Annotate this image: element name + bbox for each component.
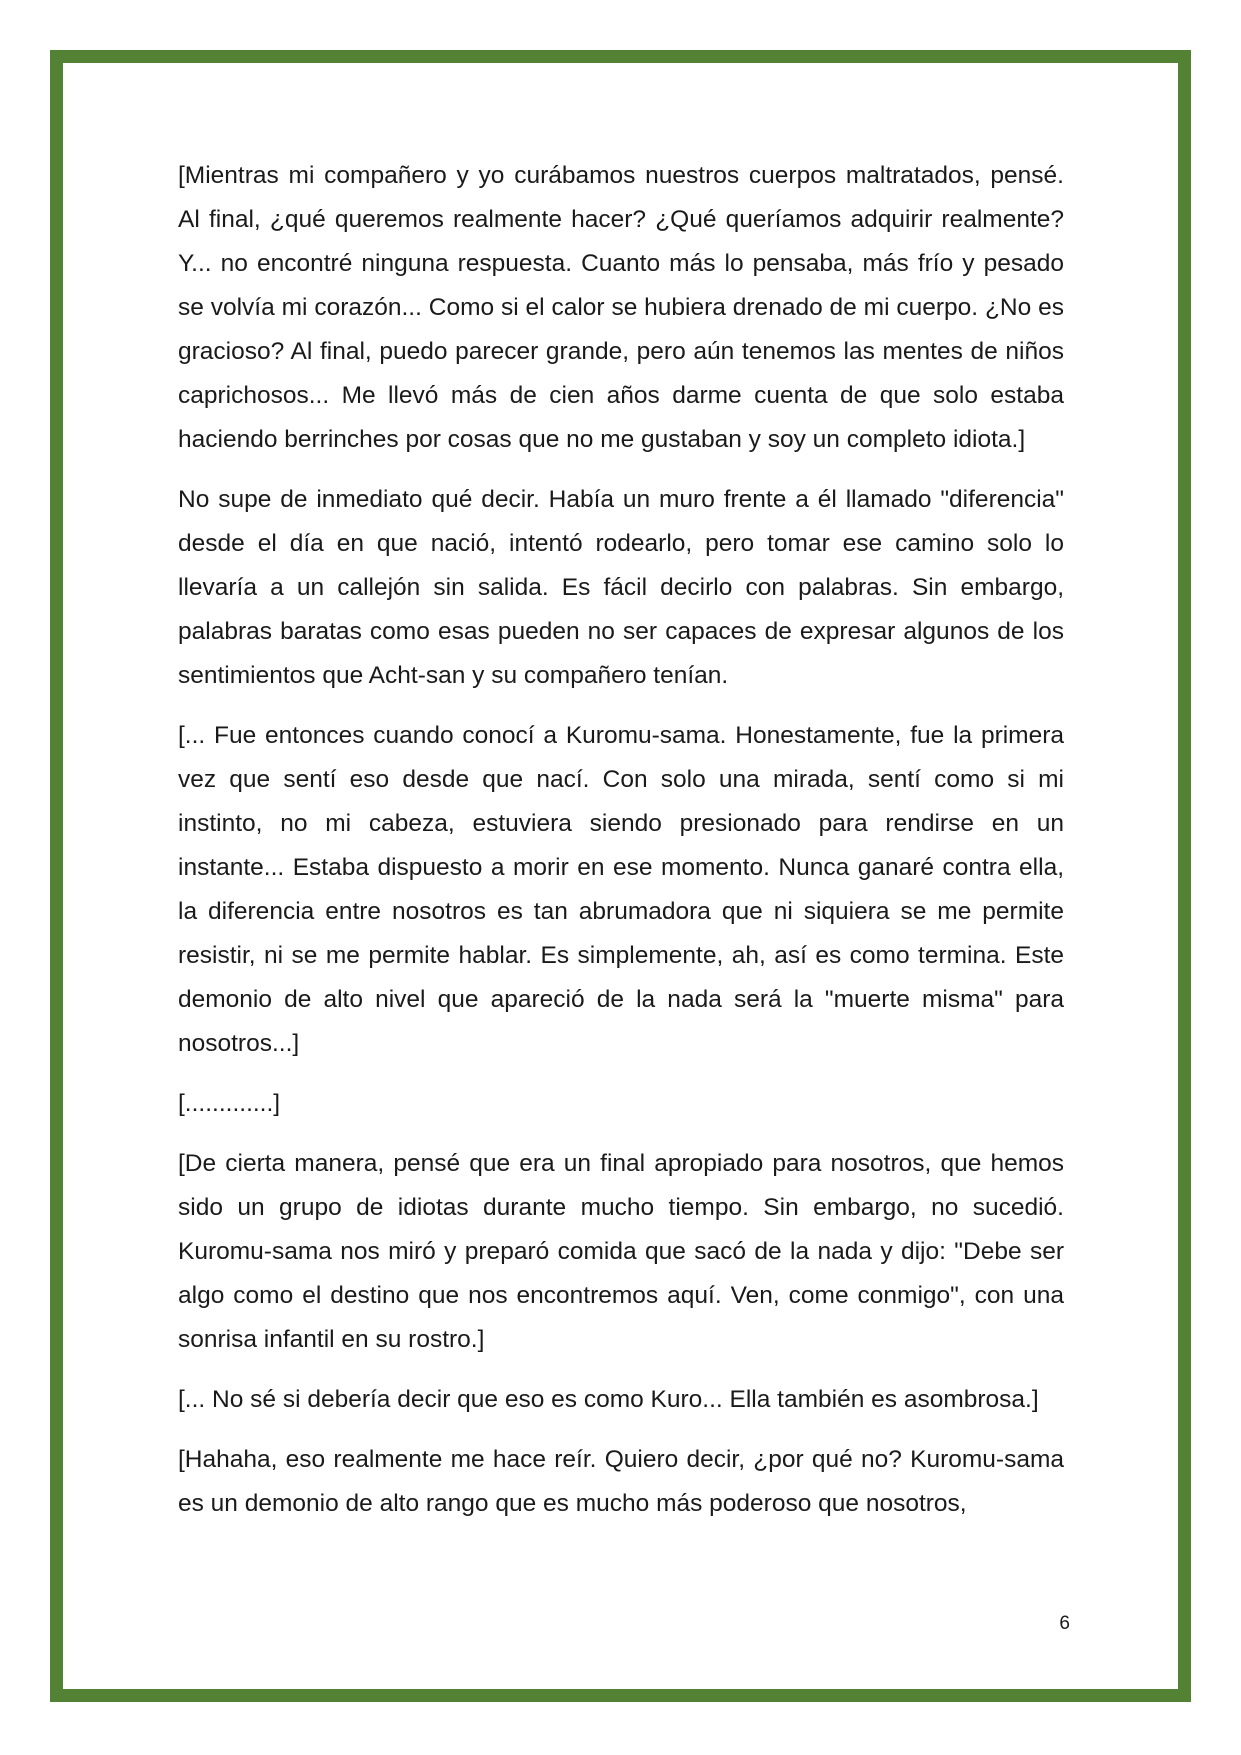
page-number: 6 [1059,1613,1070,1634]
paragraph-4: [.............] [178,1090,281,1117]
paragraph-2: No supe de inmediato qué decir. Había un muro frente a él llamado "diferencia" desde el día en que nació, intentó rodearlo, pero tomar ese camino solo lo llevaría a un callejón sin salida. Es fácil decirlo con palabras. Sin embargo, palabras baratas como esas pueden no ser capaces de expresar algunos de los sentimientos que Acht-san y su compañero tenían. [178,486,1064,689]
paragraph-5: [De cierta manera, pensé que era un final apropiado para nosotros, que hemos sido un grupo de idiotas durante mucho tiempo. Sin embargo, no sucedió. Kuromu-sama nos miró y preparó comida que sacó de la nada y dijo: "Debe ser algo como el destino que nos encontremos aquí. Ven, come conmigo", con una sonrisa infantil en su rostro.] [178,1150,1064,1353]
document-body [178,154,1064,1542]
paragraph-3: [... Fue entonces cuando conocí a Kuromu-sama. Honestamente, fue la primera vez que sentí eso desde que nací. Con solo una mirada, sentí como si mi instinto, no mi cabeza, estuviera siendo presionado para rendirse en un instante... Estaba dispuesto a morir en ese momento. Nunca ganaré contra ella, la diferencia entre nosotros es tan abrumadora que ni siquiera se me permite resistir, ni se me permite hablar. Es simplemente, ah, así es como termina. Este demonio de alto nivel que apareció de la nada será la "muerte misma" para nosotros...] [178,722,1064,1057]
paragraph-1: [Mientras mi compañero y yo curábamos nuestros cuerpos maltratados, pensé. Al final, ¿qué queremos realmente hacer? ¿Qué queríamos adquirir realmente? Y... no encontré ninguna respuesta. Cuanto más lo pensaba, más frío y pesado se volvía mi corazón... Como si el calor se hubiera drenado de mi cuerpo. ¿No es gracioso? Al final, puedo parecer grande, pero aún tenemos las mentes de niños caprichosos... Me llevó más de cien años darme cuenta de que solo estaba haciendo berrinches por cosas que no me gustaban y soy un completo idiota.] [178,162,1064,453]
paragraph-6: [... No sé si debería decir que eso es como Kuro... Ella también es asombrosa.] [178,1386,1039,1413]
paragraph-7: [Hahaha, eso realmente me hace reír. Quiero decir, ¿por qué no? Kuromu-sama es un demonio de alto rango que es mucho más poderoso que nosotros, [178,1446,1064,1517]
